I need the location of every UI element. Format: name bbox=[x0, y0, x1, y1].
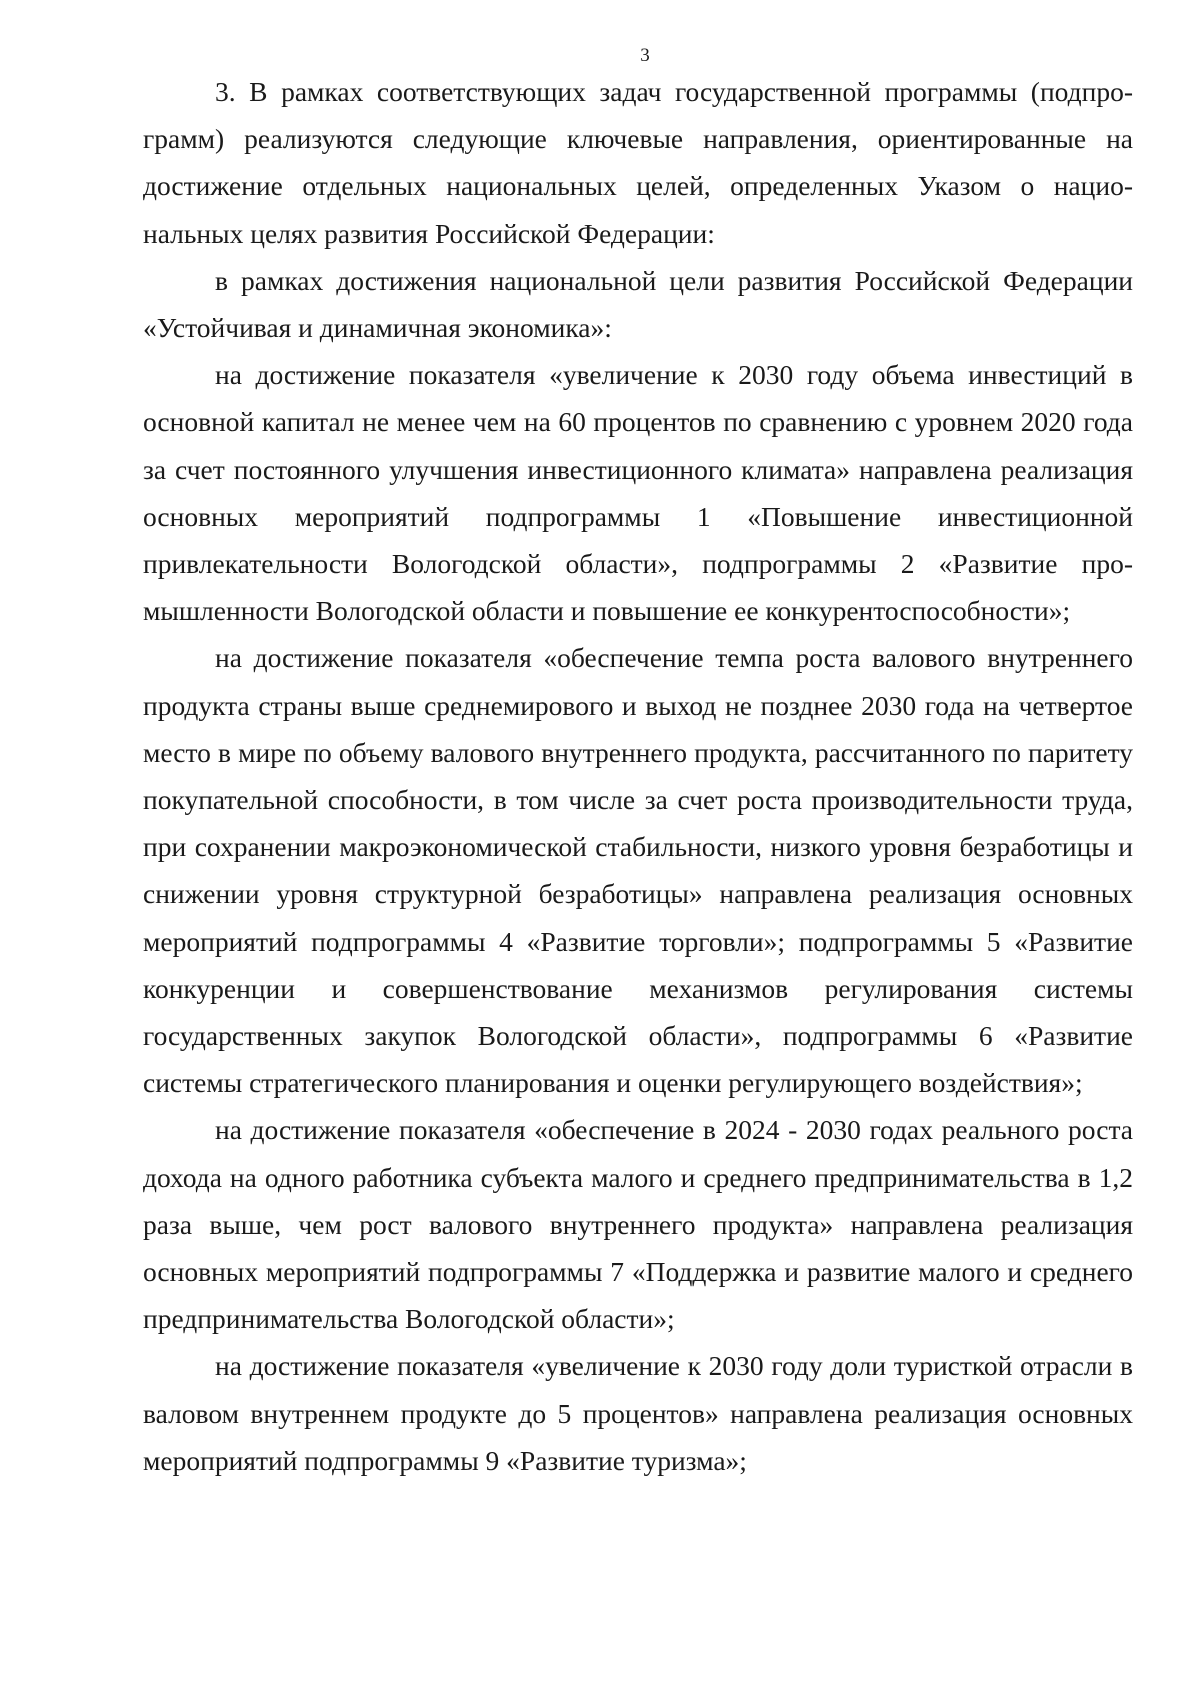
paragraph-key-directions: 3. В рамках соответствующих задач государственной программы (подпрограмм) реализуются следующие ключевые направления, ориентированные на достижение отдельных национальных целей, определенных Указом о национальных целях развития Российской Федерации: bbox=[143, 76, 1133, 249]
paragraph-national-goal: в рамках достижения национальной цели развития Российской Федерации «Устойчивая и динамичная экономика»: bbox=[143, 264, 1133, 344]
document-body bbox=[143, 68, 1133, 1484]
paragraph-tourism-indicator: на достижение показателя «увеличение к 2030 году доли туристкой отрасли в валовом внутреннем продукте до 5 процентов» направлена реализация основных мероприятий подпрограммы 9 «Развитие туризма»; bbox=[143, 1350, 1133, 1476]
paragraph-sme-income-indicator: на достижение показателя «обеспечение в 2024 - 2030 годах реального роста дохода на одного работника субъекта малого и среднего предпринимательства в 1,2 раза выше, чем рост валового внутреннего продукта» направлена реализация основных мероприятий подпрограммы 7 «Поддержка и развитие малого и среднего предпринимательства Вологодской области»; bbox=[143, 1114, 1133, 1335]
paragraph-investment-indicator: на достижение показателя «увеличение к 2030 году объема инвестиций в основной капитал не менее чем на 60 процентов по сравнению с уровнем 2020 года за счет постоянного улучшения инвестиционного климата» направлена реализация основных мероприятий подпрограммы 1 «Повышение инвестиционной привлекательности Вологодской области», подпрограммы 2 «Развитие промышленности Вологодской области и повышение ее конкурентоспособности»; bbox=[143, 359, 1133, 627]
paragraph-gdp-growth-indicator: на достижение показателя «обеспечение темпа роста валового внутреннего продукта страны выше среднемирового и выход не позднее 2030 года на четвертое место в мире по объему валового внутреннего продукта, рассчитанного по паритету покупательной способности, в том числе за счет роста производительности труда, при сохранении макроэкономической стабильности, низкого уровня безработицы и снижении уровня структурной безработицы» направлена реализация основных мероприятий подпрограммы 4 «Развитие торговли»; подпрограммы 5 «Развитие конкуренции и совершенствование механизмов регулирования системы государственных закупок Вологодской области», подпрограммы 6 «Развитие системы стратегического планирования и оценки регулирующего воздействия»; bbox=[143, 642, 1133, 1099]
page-number: 3 bbox=[640, 45, 650, 66]
